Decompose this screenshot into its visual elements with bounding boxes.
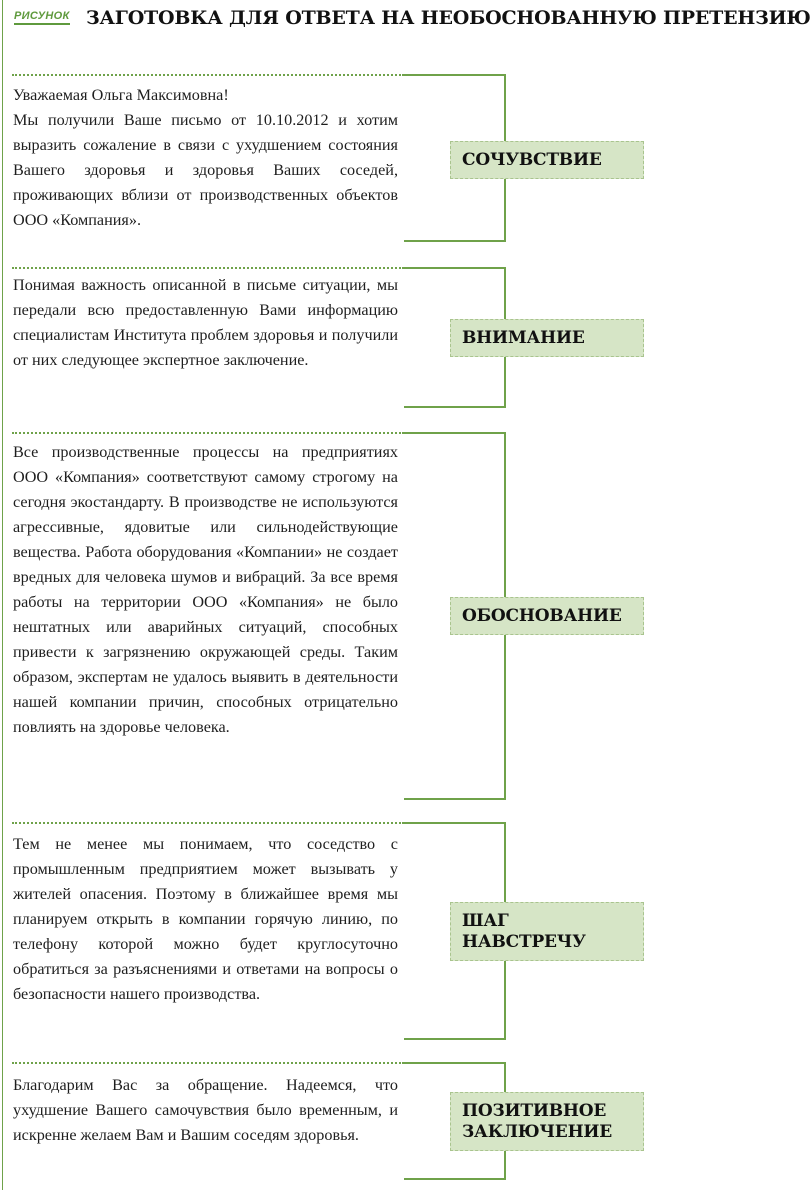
section-text: Понимая важность описанной в письме ситуации, мы передали всю предоставленную Вами информацию специалистам Института проблем здоровья и получили от них следующее экспертное заключение. [13, 276, 398, 369]
bracket-top [404, 74, 506, 76]
section-label [450, 141, 644, 179]
section-top-dotted-divider [12, 267, 404, 269]
label-line: ШАГ [462, 911, 509, 931]
section-text-source: Мы получили Ваше письмо от 10.10.2012 и хотим выразить сожаление в связи с ухудшением состояния Вашего здоровья и здоровья Ваших соседей, проживающих вблизи от производственных объектов ООО «Компания». [13, 111, 398, 229]
bracket-bottom [404, 798, 506, 800]
bracket-bottom [404, 240, 506, 242]
section-label [450, 319, 644, 357]
section-top-dotted-divider [12, 432, 404, 434]
section-top-dotted-divider [12, 822, 404, 824]
label-line: ОБОСНОВАНИЕ [462, 606, 622, 626]
section-text: Благодарим Вас за обращение. Надеемся, что ухудшение Вашего самочувствия было временным, и искренне желаем Вам и Вашим соседям здоровья. [13, 1076, 398, 1144]
bracket-top [404, 1062, 506, 1064]
section-text: Все производственные процессы на предприятиях ООО «Компания» соответствуют самому строгому на сегодня экостандарту. В производстве не используются агрессивные, ядовитые или сильнодействующие вещества. Работа оборудования «Компании» не создает вредных для человека шумов и вибраций. За все время работы на территории ООО «Компания» не было нештатных или аварийных ситуаций, способных привести к загрязнению окружающей среды. Таким образом, экспертам не удалось выявить в деятельности нашей компании причин, способных отрицательно повлиять на здоровье человека. [13, 443, 398, 736]
bracket-top [404, 822, 506, 824]
label-line: ВНИМАНИЕ [462, 328, 585, 348]
section-top-dotted-divider [12, 1062, 404, 1064]
label-line: ПОЗИТИВНОЕ [462, 1101, 607, 1121]
label-line: ЗАКЛЮЧЕНИЕ [462, 1122, 613, 1142]
section-text: Тем не менее мы понимаем, что соседство с промышленным предприятием может вызывать у жителей опасения. Поэтому в ближайшее время мы планируем открыть в компании горячую линию, по телефону которой можно будет круглосуточно обратиться за разъяснениями и ответами на вопросы о безопасности нашего производства. [13, 835, 398, 1003]
bracket-bottom [404, 1178, 506, 1180]
section-label [450, 902, 644, 961]
section-text: Уважаемая Ольга Максимовна! Мы получили Ваше письмо от 10.10.2012 и хотим выразить сожаление в связи с ухудшением состояния Вашего здоровья и здоровья Ваших соседей, проживающих вблизи от производственных объектов ООО «Компания». [13, 83, 398, 233]
label-line: НАВСТРЕЧУ [462, 932, 586, 952]
section-label [450, 1092, 644, 1151]
bracket-bottom [404, 406, 506, 408]
bracket-top [404, 267, 506, 269]
figure-title: ЗАГОТОВКА ДЛЯ ОТВЕТА НА НЕОБОСНОВАННУЮ ПРЕТЕНЗИЮ [86, 7, 811, 29]
bracket-top [404, 432, 506, 434]
left-border-line [2, 0, 3, 1190]
bracket-bottom [404, 1038, 506, 1040]
figure-tag: РИСУНОК [14, 10, 70, 25]
label-line: СОЧУВСТВИЕ [462, 150, 602, 170]
section-label [450, 597, 644, 635]
section-top-dotted-divider [12, 74, 404, 76]
